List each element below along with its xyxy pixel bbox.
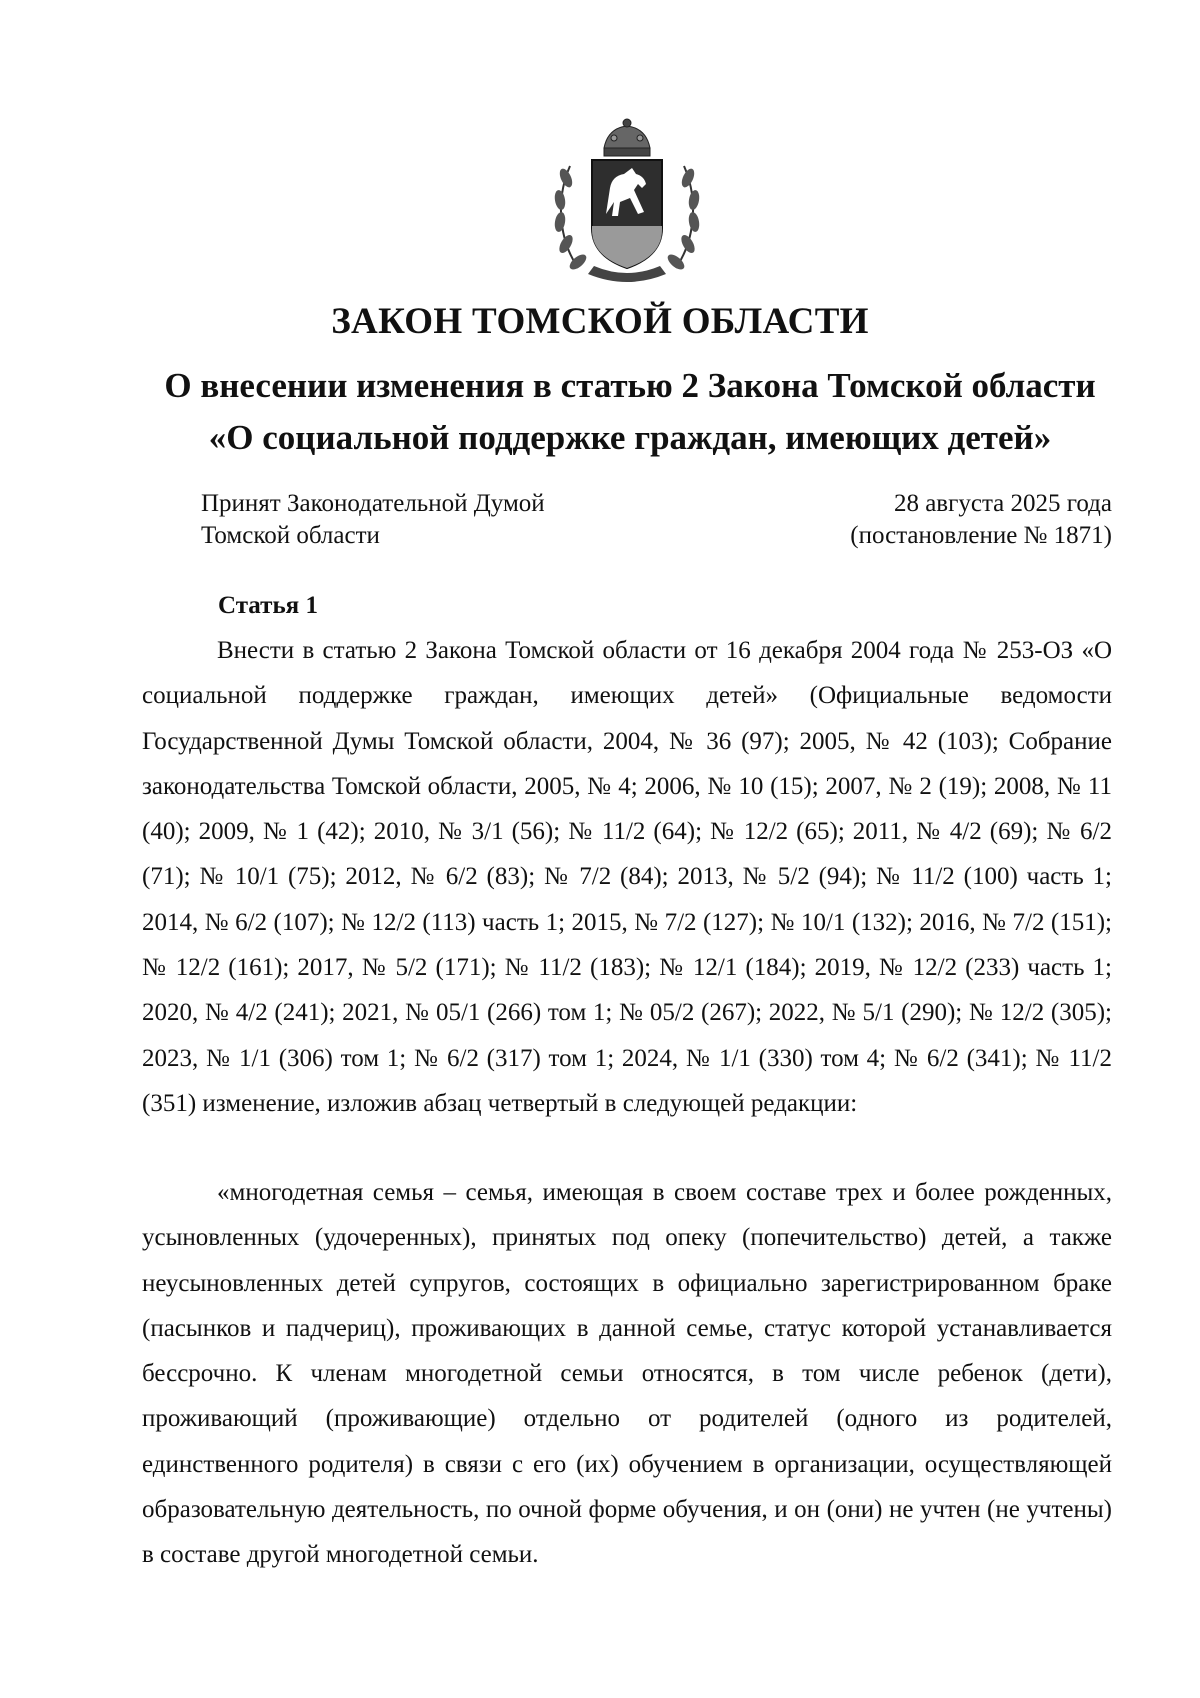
article-paragraph-1: Внести в статью 2 Закона Томской области от 16 декабря 2004 года № 253-ОЗ «О социальной поддержке граждан, имеющих детей» (Официальные ведомости Государственной Думы Томской области, 2004, № 36 (97); 2005, № 42 (103); Собрание законодательства Томской области, 2005, № 4; 2006, № 10 (15); 2007, № 2 (19); 2008, № 11 (40); 2009, № 1 (42); 2010, № 3/1 (56); № 11/2 (64); № 12/2 (65); 2011, № 4/2 (69); № 6/2 (71); № 10/1 (75); 2012, № 6/2 (83); № 7/2 (84); 2013, № 5/2 (94); № 11/2 (100) часть 1; 2014, № 6/2 (107); № 12/2 (113) часть 1; 2015, № 7/2 (127); № 10/1 (132); 2016, № 7/2 (151); № 12/2 (161); 2017, № 5/2 (171); № 11/2 (183); № 12/1 (184); 2019, № 12/2 (233) часть 1; 2020, № 4/2 (241); 2021, № 05/1 (266) том 1; № 05/2 (267); 2022, № 5/1 (290); № 12/2 (305); 2023, № 1/1 (306) том 1; № 6/2 (317) том 1; 2024, № 1/1 (330) том 4; № 6/2 (341); № 11/2 (351) изменение, изложив абзац четвертый в следующей редакции: — [142, 637, 1112, 1117]
adoption-date-block — [850, 488, 1112, 552]
adopted-by-line-2: Томской области — [201, 522, 380, 549]
law-subtitle-line-1: О внесении изменения в статью 2 Закона Томской области — [164, 366, 1096, 405]
law-title: ЗАКОН ТОМСКОЙ ОБЛАСТИ — [331, 301, 869, 342]
article-paragraph-2: «многодетная семья – семья, имеющая в своем составе трех и более рожденных, усыновленных (удочеренных), принятых под опеку (попечительство) детей, а также неусыновленных детей супругов, состоящих в официально зарегистрированном браке (пасынков и падчериц), проживающих в данной семье, статус которой устанавливается бессрочно. К членам многодетной семьи относятся, в том числе ребенок (дети), проживающий (проживающие) отдельно от родителей (одного из родителей, единственного родителя) в связи с его (их) обучением в организации, осуществляющей образовательную деятельность, по очной форме обучения, и он (они) не учтен (не учтены) в составе другой многодетной семьи. — [142, 1179, 1112, 1569]
resolution-number: (постановление № 1871) — [850, 522, 1112, 549]
law-subtitle — [140, 360, 1120, 464]
adopted-by-line-1: Принят Законодательной Думой — [201, 490, 545, 517]
adoption-date: 28 августа 2025 года — [893, 490, 1112, 517]
law-subtitle-line-2: «О социальной поддержке граждан, имеющих детей» — [208, 418, 1052, 457]
adopted-by-block — [201, 488, 545, 552]
article-heading: Статья 1 — [218, 592, 318, 619]
coat-of-arms-icon — [548, 118, 706, 290]
